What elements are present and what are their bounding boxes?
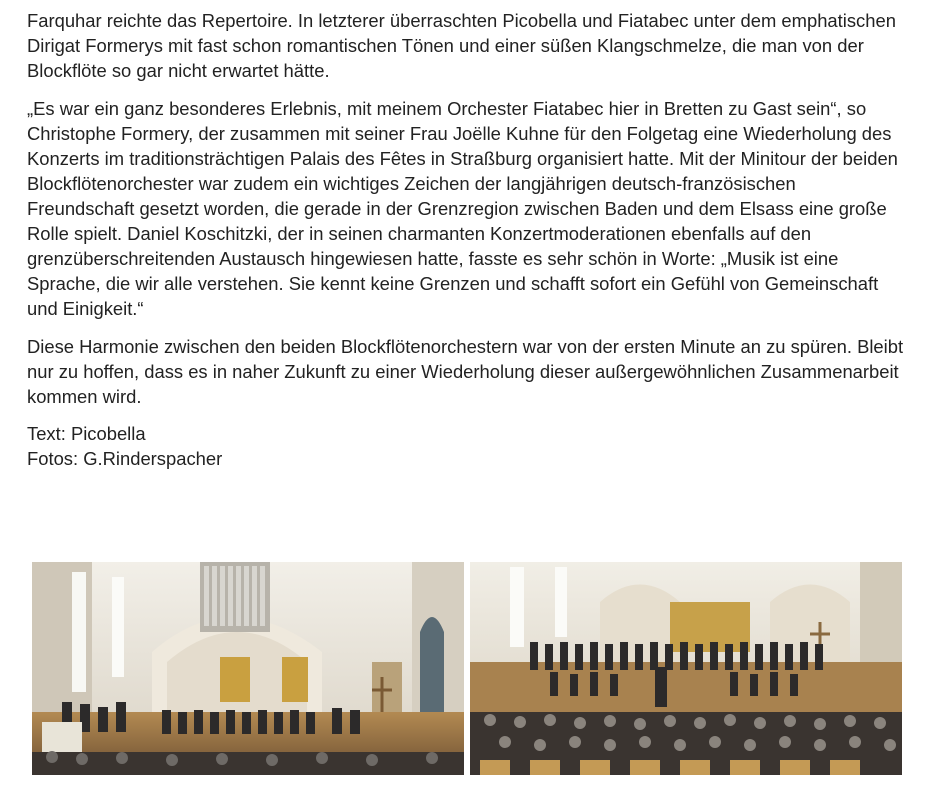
article-paragraph-2: „Es war ein ganz besonderes Erlebnis, mit meinem Orchester Fiatabec hier in Bretten zu Gast sein“, so Christophe Formery, der zusammen mit seiner Frau Joëlle Kuhne für den Folgetag eine Wiederholung des Konzerts im traditionsträchtigen Palais des Fêtes in Straßburg organisiert hatte. Mit der Minitour der beiden Blockflötenorchester war zudem ein wichtiges Zeichen der langjährigen deutsch-französischen Freundschaft gesetzt worden, die gerade in der Grenzregion zwischen Baden und dem Elsass eine große Rolle spielt. Daniel Koschitzki, der in seinen charmanten Konzertmoderationen ebenfalls auf den grenzüberschreitenden Austausch hingewiesen hatte, fasste es sehr schön in Worte: „Musik ist eine Sprache, die wir alle verstehen. Sie kennt keine Grenzen und schafft sofort ein Gefühl von Gemeinschaft und Einigkeit.“ bbox=[27, 98, 898, 319]
concert-photo-audience[interactable] bbox=[470, 562, 902, 775]
concert-photo-audience-image bbox=[470, 562, 902, 775]
credit-text: Text: Picobella bbox=[27, 423, 146, 444]
article-body bbox=[27, 8, 907, 471]
concert-photo-organ-image bbox=[32, 562, 464, 775]
credit-photos: Fotos: G.Rinderspacher bbox=[27, 448, 223, 469]
article-paragraph-3: Diese Harmonie zwischen den beiden Blockflötenorchestern war von der ersten Minute an zu spüren. Bleibt nur zu hoffen, dass es in naher Zukunft zu einer Wiederholung dieser außergewöhnlichen Zusammenarbeit kommen wird. bbox=[27, 336, 904, 407]
concert-photo-organ[interactable] bbox=[32, 562, 464, 775]
photo-gallery bbox=[32, 562, 902, 775]
article-paragraph-1: Farquhar reichte das Repertoire. In letzterer überraschten Picobella und Fiatabec unter dem emphatischen Dirigat Formerys mit fast schon romantischen Tönen und einer süßen Klangschmelze, die man von der Blockflöte so gar nicht erwartet hätte. bbox=[27, 10, 896, 81]
credits bbox=[27, 421, 907, 471]
